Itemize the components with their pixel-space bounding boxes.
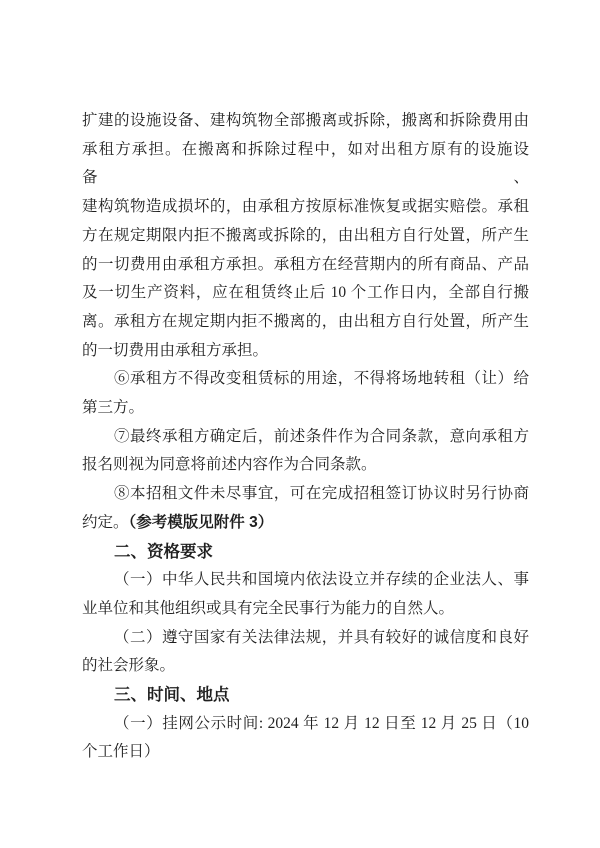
paragraph-moveout-line: 的一切费用由承租方承担。 (82, 341, 269, 359)
qualification-1-line: 业单位和其他组织或具有完全民事行为能力的自然人。 (82, 599, 455, 617)
clause-8-tail-text: 约定。 (82, 513, 129, 531)
section-heading-qualifications: 二、资格要求 (114, 542, 213, 561)
clause-6-line: 第三方。 (82, 399, 145, 417)
clause-7-line: 报名则视为同意将前述内容作为合同条款。 (82, 456, 377, 474)
clause-8-attachment-ref: （参考模版见附件 3） (128, 513, 274, 531)
section-heading-time-place: 三、时间、地点 (114, 686, 230, 705)
qualification-2-line: （二）遵守国家有关法律法规，并具有较好的诚信度和良好 (114, 628, 529, 646)
paragraph-moveout-line: 方在规定期限内拒不搬离或拆除的，由出租方自行处置，所产生 (82, 226, 529, 244)
clause-6-line: ⑥承租方不得改变租赁标的用途，不得将场地转租（让）给 (114, 370, 529, 388)
announcement-time-line: 个工作日） (82, 743, 160, 761)
qualification-2-line: 的社会形象。 (82, 657, 176, 675)
document-body (82, 107, 529, 767)
paragraph-moveout-line: 扩建的设施设备、建构筑物全部搬离或拆除，搬离和拆除费用由 (82, 112, 529, 129)
announcement-time-line: （一）挂网公示时间: 2024 年 12 月 12 日至 12 月 25 日（10 (114, 714, 529, 732)
clause-8-line: ⑧本招租文件未尽事宜，可在完成招租签订协议时另行协商 (114, 485, 529, 503)
paragraph-moveout-line: 的一切费用由承租方承担。承租方在经营期内的所有商品、产品 (82, 255, 529, 273)
paragraph-moveout-line: 承租方承担。在搬离和拆除过程中，如对出租方原有的设施设备、 (82, 140, 529, 187)
qualification-1-line: （一）中华人民共和国境内依法设立并存续的企业法人、事 (114, 571, 529, 589)
clause-8-line (82, 509, 529, 538)
paragraph-moveout-line: 及一切生产资料，应在租赁终止后 10 个工作日内，全部自行搬 (82, 284, 529, 302)
clause-7-line: ⑦最终承租方确定后，前述条件作为合同条款，意向承租方 (114, 427, 529, 445)
paragraph-moveout-line: 离。承租方在规定期内拒不搬离的，由出租方自行处置，所产生 (82, 312, 529, 330)
paragraph-moveout-line: 建构筑物造成损坏的，由承租方按原标准恢复或据实赔偿。承租 (82, 198, 529, 216)
